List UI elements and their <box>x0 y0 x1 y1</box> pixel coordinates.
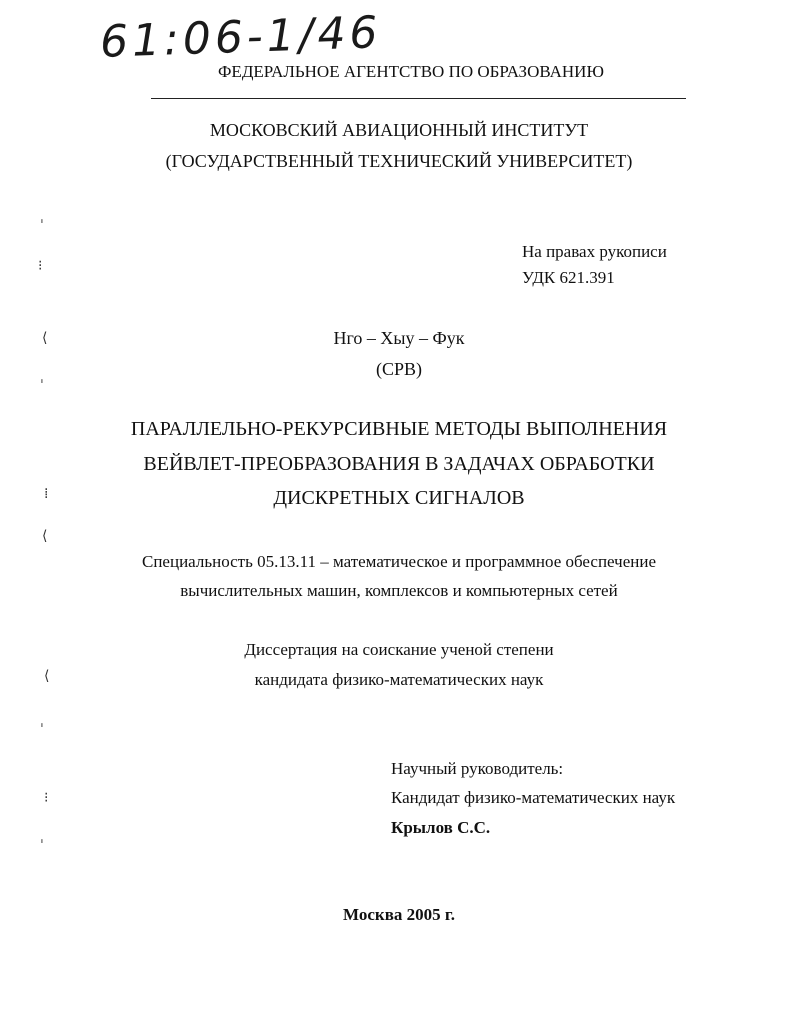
scan-artifact: ˈ <box>40 218 44 234</box>
dissertation-line-2: кандидата физико-математических наук <box>254 670 544 689</box>
thesis-title-line-3: ДИСКРЕТНЫХ СИГНАЛОВ <box>273 487 525 509</box>
author-country: (СРВ) <box>375 359 422 379</box>
agency-heading: ФЕДЕРАЛЬНОЕ АГЕНТСТВО ПО ОБРАЗОВАНИЮ <box>218 62 604 81</box>
scan-artifact: ⁞ <box>44 486 49 502</box>
header-divider <box>151 98 686 99</box>
place-and-year: Москва 2005 г. <box>343 905 455 924</box>
udc-code: УДК 621.391 <box>522 268 615 287</box>
author-name: Нго – Хыу – Фук <box>333 328 465 348</box>
institute-subtitle: (ГОСУДАРСТВЕННЫЙ ТЕХНИЧЕСКИЙ УНИВЕРСИТЕТ) <box>165 151 633 171</box>
supervisor-label: Научный руководитель: <box>391 759 564 778</box>
thesis-title-line-1: ПАРАЛЛЕЛЬНО-РЕКУРСИВНЫЕ МЕТОДЫ ВЫПОЛНЕНИЯ <box>130 418 668 440</box>
scan-artifact: ˈ <box>40 378 44 394</box>
thesis-title-line-2: ВЕЙВЛЕТ-ПРЕОБРАЗОВАНИЯ В ЗАДАЧАХ ОБРАБОТКИ <box>143 453 655 475</box>
manuscript-rights: На правах рукописи <box>522 242 667 261</box>
specialty-line-2: вычислительных машин, комплексов и компьютерных сетей <box>180 581 618 600</box>
scan-artifact: ⟨ <box>42 528 48 544</box>
specialty-line-1: Специальность 05.13.11 – математическое и программное обеспечение <box>141 552 656 571</box>
institute-name: МОСКОВСКИЙ АВИАЦИОННЫЙ ИНСТИТУТ <box>209 120 589 140</box>
handwritten-registry-number: 61:06-1/46 <box>99 7 383 68</box>
scan-artifact: ˈ <box>40 838 44 854</box>
supervisor-name: Крылов С.С. <box>391 818 491 837</box>
scan-artifact: ⟨ <box>42 330 48 346</box>
scan-artifact: ⁝ <box>44 790 49 806</box>
dissertation-line-1: Диссертация на соискание ученой степени <box>244 640 554 659</box>
scan-artifact: ˈ <box>40 722 44 738</box>
scan-artifact: ⁝ <box>38 258 43 274</box>
supervisor-degree: Кандидат физико-математических наук <box>391 788 676 807</box>
scan-artifact: ⟨ <box>44 668 50 684</box>
